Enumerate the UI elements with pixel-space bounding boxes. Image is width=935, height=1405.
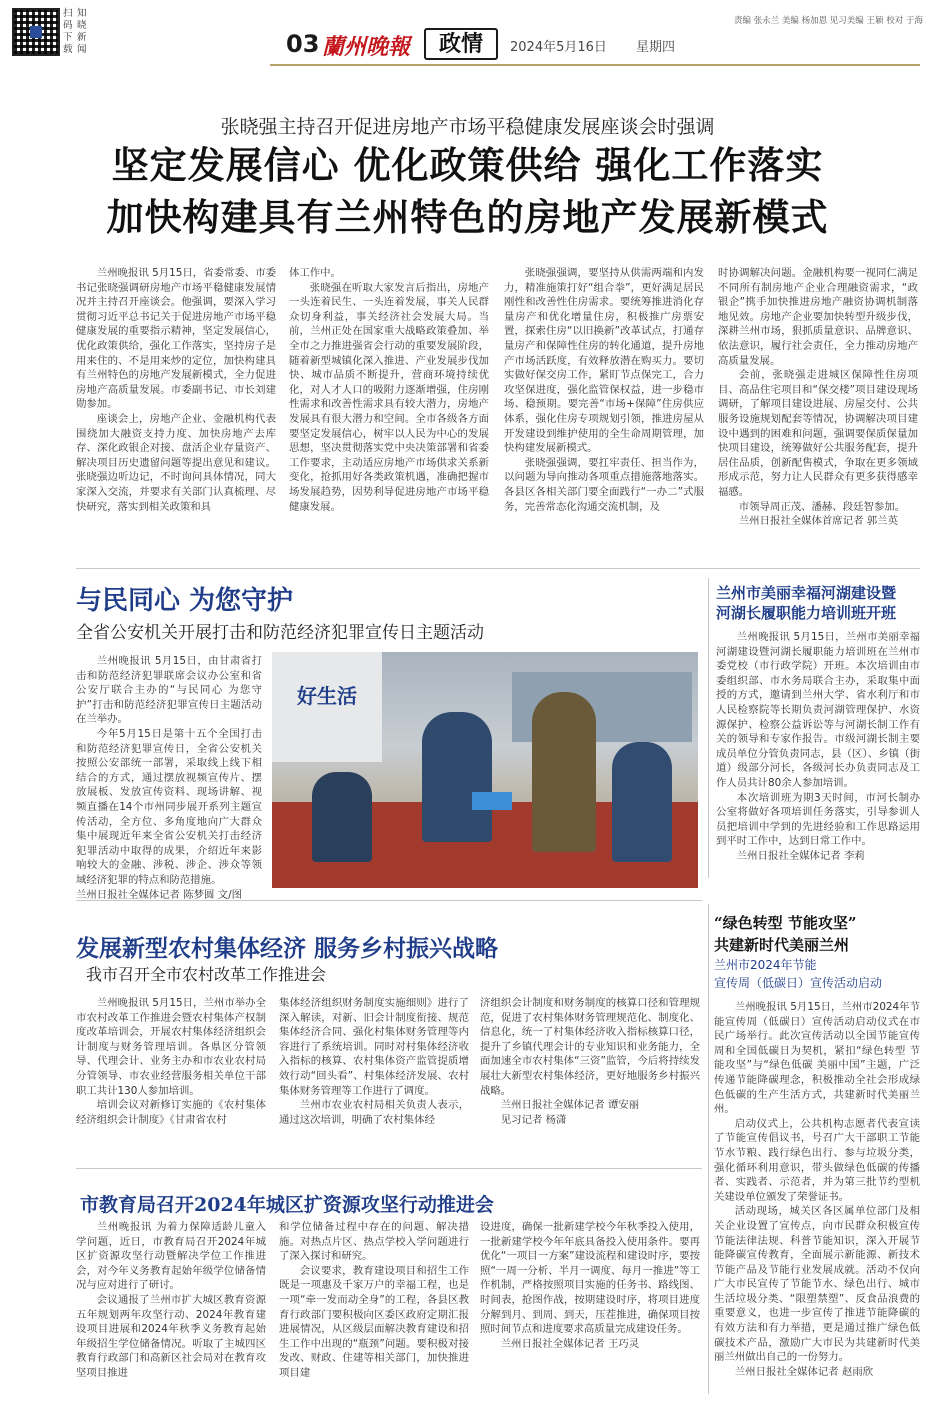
edu-paragraph: 和学位储备过程中存在的问题、解决措施。对热点片区、热点学校入学问题进行了深入探讨和研究。	[279, 1221, 469, 1263]
edu-headline: 市教育局召开2024年城区扩资源攻坚行动推进会	[80, 1194, 494, 1216]
rural-column-2	[279, 996, 469, 1127]
photo-citizen	[532, 692, 596, 852]
green-headline-2: 共建新时代美丽兰州	[714, 936, 850, 954]
lake-paragraph: 本次培训班为期3天时间，市河长制办公室将做好各项培训任务落实，引导参训人员把培训中学到的先进经验和工作思路运用到平时工作中，达到日常工作中。	[716, 791, 920, 848]
police-headline: 与民同心 为您守护	[76, 586, 294, 616]
lead-paragraph: 会前，张晓强走进城区保障性住房项目、高品住宅项目和“保交楼”项目建设现场调研，了解项目建设进展、房屋交付、公共服务设施规划配套等情况，协调解决项目建设中遇到的困难和问题，强调要保质保量加快项目建设，统筹做好公共服务配套，提升居住品质，创新配售模式，争取在更多领域形成示范，努力让人民群众有更多获得感幸福感。	[718, 369, 918, 498]
qr-code-icon	[12, 8, 60, 56]
section-divider	[76, 900, 702, 901]
police-event-photo	[272, 652, 698, 888]
paper-logo: 蘭州晚報	[322, 34, 411, 60]
photo-officer-2	[422, 712, 492, 842]
lead-byline: 兰州日报社全媒体首席记者 郭兰英	[738, 515, 898, 528]
edu-paragraph: 会议通报了兰州市扩大城区教育资源五年规划两年攻坚行动、2024年教育建设项目进展和2024年秋季义务教育起始年级招生学位储备情况。听取了主城四区教育行政部门和高新区社会局对在教育攻坚项目推进	[76, 1293, 266, 1379]
page-number: 03	[286, 30, 320, 58]
lead-column-1	[76, 266, 276, 514]
lead-column-3	[504, 266, 704, 514]
section-divider	[76, 1168, 702, 1169]
rural-paragraph: 培训会议对新修订实施的《农村集体经济组织会计制度》《甘肃省农村	[76, 1099, 266, 1126]
rural-headline: 发展新型农村集体经济 服务乡村振兴战略	[76, 935, 499, 962]
police-paragraph: 兰州晚报讯 5月15日，由甘肃省打击和防范经济犯罪联席会议办公室和省公安厅联合主办的“与民同心 为您守护”打击和防范经济犯罪宣传日主题活动在兰举办。	[76, 655, 262, 726]
edu-paragraph: 会议要求，教育建设项目和招生工作既是一项惠及千家万户的幸福工程，也是一项“牵一发而动全身”的工程，各县区教育行政部门要积极向区委区政府定期汇报进展情况，从区级层面解决教育建设和招生工作中出现的“瓶颈”问题。要积极对接发改、财政、住建等相关部门，加快推进项目建	[279, 1264, 469, 1379]
green-paragraph: 兰州晚报讯 5月15日，兰州市2024年节能宣传周（低碳日）宣传活动启动仪式在市民广场举行。此次宣传活动以全国节能宣传周和全国低碳日为契机，紧扣“绿色转型 节能攻坚”与“绿色低碳 美丽中国”主题，广泛传递节能降碳理念，积极推动全社会形成绿色低碳的生产生活方式，共建新时代美丽兰州。	[714, 1001, 920, 1116]
edu-byline: 兰州日报社全媒体记者 王巧灵	[500, 1337, 640, 1350]
photo-leaflet	[472, 792, 512, 810]
qr-caption: 扫码下载	[63, 8, 73, 55]
green-paragraph: 活动现场，城关区各区属单位部门及相关企业设置了宣传点，向市民群众积极宣传节能法律法规、科普节能知识，深入开展节能降碳宣传教育，全面展示新能源、新技术节能产品及节能行业发展成就。活动不仅向广大市民宣传了节能节水、绿色出行、城市生活垃圾分类、“限塑禁塑”、反食品浪费的重要意义，也进一步宣传了推进节能降碳的有效方法和有力举措，更是通过推广绿色低碳技术产品，激励广大市民为共建新时代美丽兰州做出自己的一份努力。	[714, 1205, 920, 1364]
edu-paragraph: 设进度，确保一批新建学校今年秋季投入使用，一批新建学校今年年底具备投入使用条件。要再优化“一项目一方案”建设流程和建设时序，要按照“一周一分析、半月一调度、每月一推进”等工作机制，严格按照项目实施的任务书、路线图、时间表，抢图作战，按期建设时序，将项目进度分解到月、到周、到天，压茬推进，确保项目按照时间节点和进度要求高质量完成建设任务。	[480, 1221, 700, 1336]
qr-caption-2: 知晓新闻	[77, 8, 87, 55]
edu-column-3	[480, 1220, 700, 1351]
edu-paragraph: 兰州晚报讯 为着力保障适龄儿童入学问题，近日，市教育局召开2024年城区扩资源攻坚行动暨解决学位工作推进会，对今年义务教育起始年级学位储备情况与应对进行了研讨。	[76, 1221, 266, 1292]
photo-officer-1	[312, 772, 372, 862]
issue-date: 2024年5月16日	[510, 40, 607, 55]
rural-paragraph: 集体经济组织财务制度实施细则》进行了深入解读，对新、旧会计制度衔接、规范集体经济合同、强化村集体财务管理等内容进行了系统培训。同时对村集体经济收入指标的核算、农村集体资产监管提质增效行动“回头看”、村集体经济发展、农村集体财务管理等工作进行了调度。	[279, 997, 469, 1097]
lead-column-2	[289, 266, 489, 514]
rural-column-1	[76, 996, 266, 1127]
lead-paragraph: 张晓强强调，要扛牢责任、担当作为，以问题为导向推动各项重点措施落地落实。各县区各相关部门要全面践行“一办二”式服务，完善常态化沟通交流机制，及	[504, 456, 704, 513]
rural-paragraph: 兰州市农业农村局相关负责人表示，通过这次培训，明确了农村集体经	[279, 1099, 469, 1126]
lead-column-4	[718, 266, 918, 529]
lead-paragraph: 市领导周正茂、潘赫、段廷智参加。	[738, 500, 906, 513]
section-title: 政情	[424, 28, 498, 60]
photo-banner-text: 好生活	[297, 684, 357, 708]
lake-headline-2: 河湖长履职能力培训班开班	[716, 604, 897, 622]
rural-paragraph: 兰州晚报讯 5月15日，兰州市举办全市农村改革工作推进会暨农村集体产权制度改革培训会，开展农村集体经济组织会计制度与财务管理培训。各県区分管领导、代理会计、业务主办和市农业农村局分管领导、市农业经营服务相关单位干部职工共计130人参加培训。	[76, 997, 266, 1097]
green-byline: 兰州日报社全媒体记者 赵雨欣	[734, 1365, 874, 1378]
lead-kicker: 张晓强主持召开促进房地产市场平稳健康发展座谈会时强调	[220, 116, 715, 138]
rural-byline: 兰州日报社全媒体记者 谭安丽	[500, 1099, 640, 1112]
editor-credits: 责编 张永兰 美编 杨加恩 见习美编 王颖 校对 于海	[734, 16, 923, 26]
lead-headline-2: 加快构建具有兰州特色的房地产发展新模式	[106, 195, 829, 239]
police-subhead: 全省公安机关开展打击和防范经济犯罪宣传日主题活动	[76, 623, 484, 643]
green-column	[714, 1000, 920, 1379]
column-divider	[708, 578, 709, 878]
green-subhead-1: 兰州市2024年节能	[714, 958, 817, 972]
lead-paragraph: 座谈会上，房地产企业、金融机构代表围绕加大融资支持力度、加快房地产去库存、深化政银企对接、盘活企业存量资产、解决项目历史遗留问题等提出意见和建议。张晓强边听边记，不时询问具体情况，同大家深入交流，并要求有关部门认真梳理、尽快研究，落实到相关政策和具	[76, 412, 276, 513]
photo-officer-3	[612, 742, 672, 862]
lake-paragraph: 兰州晚报讯 5月15日，兰州市美丽幸福河湖建设暨河湖长履职能力培训班在兰州市委党校（市行政学院）开班。本次培训由市委组织部、市水务局联合主办，采取集中面授的方式，邀请到兰州大学、省水利厅和市人民检察院等长期负责河湖管理保护、水资源保护、检察公益诉讼等与河湖长制工作有关的领导和专家作报告。市级河湖长制主要成员单位分管负责同志，县（区）、乡镇（街道）级部分河长，各级河长办负责同志及工作人员共计80余人参加培训。	[716, 631, 920, 789]
lead-paragraph: 体工作中。	[289, 267, 341, 279]
rural-paragraph: 济组织会计制度和财务制度的核算口径和管理规范，促进了农村集体财务管理规范化、制度化、信息化，统一了村集体经济收入指标核算口径，提升了乡镇代理会计的专业知识和业务能力，全面加速全市农村集体“三资”监管，今后将持续发展壮大新型农村集体经济，更好地服务乡村振兴战略。	[480, 997, 700, 1097]
rural-subhead: 我市召开全市农村改革工作推进会	[86, 965, 327, 984]
lead-paragraph: 张晓强在听取大家发言后指出，房地产一头连着民生、一头连着发展，事关人民群众切身利益，事关经济社会发展大局。当前，兰州正处在国家重大战略政策叠加、举全市之力推进强省会行动的重要发展阶段，随着新型城镇化深入推进、产业发展步伐加快、城市品质不断提升，营商环境持续优化，对人才人口的吸附力逐渐增强，住房刚性需求和改善性需求具有较大潜力，房地产发展具有很大潜力和空间。全市各级各方面要坚定发展信心，树牢以人民为中心的发展思想，坚决贯彻落实党中央决策部署和省委工作要求，主动适应房地产市场供求关系新变化，抢抓用好各类政策机遇，准确把握市场发展趋势，因势利导促进房地产市场平稳健康发展。	[289, 281, 489, 513]
lake-byline: 兰州日报社全媒体记者 李莉	[736, 849, 865, 862]
green-subhead-2: 宣传周（低碳日）宣传活动启动	[714, 976, 883, 990]
green-paragraph: 启动仪式上，公共机构志愿者代表宣读了节能宣传倡议书，号召广大干部职工节能节水节粮、践行绿色出行、参与垃圾分类，强化循环利用意识，带头做绿色低碳的传播者、实践者、示范者，并为第三批节约型机关建设单位颁发了荣誉证书。	[714, 1117, 920, 1203]
lead-headline-1: 坚定发展信心 优化政策供给 强化工作落实	[111, 143, 824, 187]
lake-column	[716, 630, 920, 864]
masthead-divider	[270, 64, 920, 66]
police-column	[76, 654, 262, 902]
rural-byline-2: 见习记者 杨潇	[500, 1113, 567, 1126]
lead-paragraph: 兰州晚报讯 5月15日，省委常委、市委书记张晓强调研房地产市场平稳健康发展情况并主持召开座谈会。他强调，要深入学习贯彻习近平总书记关于促进房地产市场平稳健康发展的重要指示精神，坚定发展信心，优化政策供给，强化工作落实，坚持房子是用来住的、不是用来炒的定位，加快构建具有兰州特色的房地产发展新模式，全力促进房地产高质量发展。市委副书记、市长刘建勋参加。	[76, 267, 276, 411]
lead-paragraph: 时协调解决问题。金融机构要一视同仁满足不同所有制房地产企业合理融资需求，“政银企”携手加快推进房地产融资协调机制落地见效。房地产企业要加快转型升级步伐，深耕兰州市场，狠抓质量意识、品牌意识、依法意识，履行社会责任，全力推动房地产高质量发展。	[718, 267, 918, 367]
issue-weekday: 星期四	[636, 40, 676, 55]
column-divider	[708, 904, 709, 1394]
police-paragraph: 今年5月15日是第十五个全国打击和防范经济犯罪宣传日，全省公安机关按照公安部统一部署，采取线上线下相结合的方式，通过摆放视频宣传片、摆放展板、发放宣传资料、现场讲解、视频直播在14个市州同步展开系列主题宣传活动，全方位、多角度地向广大群众集中展现近年来全省公安机关打击经济犯罪活动中取得的成果，介绍近年来影响较大的金融、涉税、涉企、涉众等领域经济犯罪的特点和防范措施。	[76, 727, 262, 886]
edu-column-1	[76, 1220, 266, 1381]
police-byline: 兰州日报社全媒体记者 陈梦圆 文/图	[76, 888, 242, 901]
rural-column-3	[480, 996, 700, 1127]
lead-paragraph: 张晓强强调，要坚持从供需两端和内发力，精准施策打好“组合拳”，更好满足居民刚性和改善性住房需求。要统筹推进消化存量房产和优化增量住房，积极推广房票安置，探索住房“以旧换新”改革试点，打通存量房产和保障性住房的转化通道，提升房地产市场活跃度，有效释放潜在购买力。要切实做好保交房工作，紧盯节点保完工，合力攻坚保进度，强化监管保权益，进一步稳市场、稳预期。要完善“市场+保障”住房供应体系，强化住房专项规划引领，推进房屋从开发建设到维护使用的全生命周期管理，加快构建发展新模式。	[504, 267, 704, 455]
section-divider	[76, 568, 920, 569]
edu-column-2	[279, 1220, 469, 1381]
green-headline-1: “绿色转型 节能攻坚”	[714, 914, 857, 932]
lake-headline-1: 兰州市美丽幸福河湖建设暨	[716, 584, 897, 602]
